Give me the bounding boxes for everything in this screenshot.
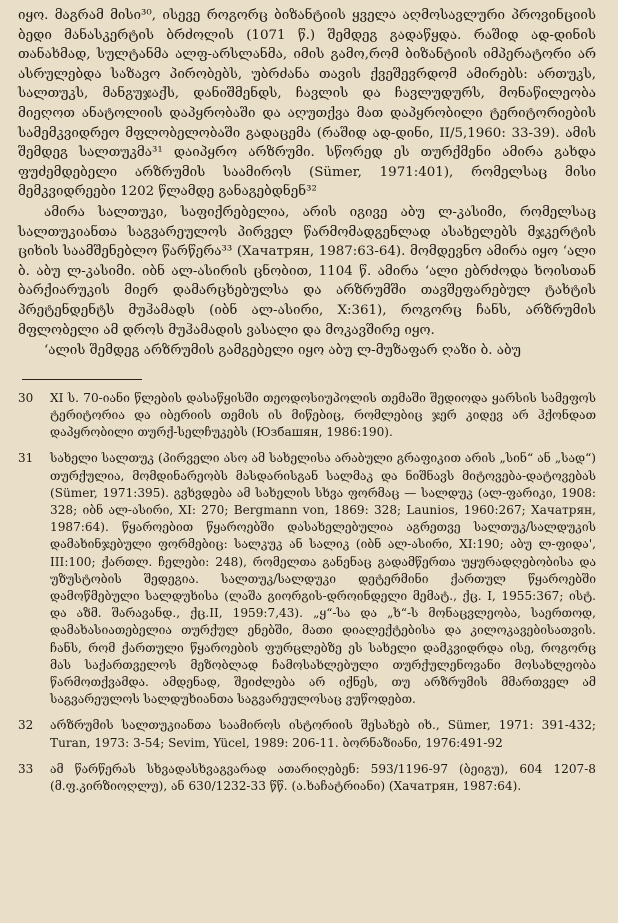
paragraph-3: ʻალის შემდეგ არზრუმის გამგებელი იყო აბუ ლ-მუზაფარ ღაზი ბ. აბუ bbox=[44, 343, 521, 359]
paragraph-1: იყო. მაგრამ მისი³⁰, ისევე როგორც ბიზანტიის ყველა აღმოსავლური პროვინციის ბედი მანასკერტის ბრძოლის (1071 წ.) შემდეგ გადაწყდა. რაშიდ ად-დინის თანახმად, სულტანმა ალფ-არსლანმა, იმის გამო,რომ ბიზანტიის იმპერატორი არ ასრულებდა საზავო პირობებს, უბრძანა თავის ქვეშევრდომ ამირებს: ართუკს, სალთუკს, მანგუჯაქს, დანიშმენდს, ჩავლის და ჩავლუდურს, მონაწილეობა მიეღოთ ანატოლიის დაპყრობაში და აღუთქვა მათ დაპყრობილი ტერიტორიების სამემკვიდრეო მფლობელობაში გადაცემა (რაშიდ ად-დინი, II/5,1960: 33-39). ამის შემდეგ სალთუკმა³¹ დაიპყრო არზრუმი. სწორედ ეს თურქმენი ამირა გახდა ფუძემდებელი არზრუმის საამიროს (Sümer, 1971:401), რომელსაც მისი მემკვიდრეები 1202 წლამდე განაგებდნენ³² bbox=[18, 8, 596, 200]
footnote-number: 30 bbox=[18, 390, 34, 405]
footnote-31 bbox=[18, 450, 596, 708]
footnote-number: 33 bbox=[18, 761, 34, 776]
footnote-text: XI ს. 70-იანი წლების დასაწყისში თეოდოსიუპოლის თემაში შედიოდა ყარსის სამეფოს ტერიტორია და იბერიის თემის ის მიწებიც, რომლებიც ჯერ კიდევ არ ჰქონდათ დაპყრობილი თურქ-სელჩუკებს (Юзбашян, 1986:190). bbox=[50, 390, 596, 440]
footnote-30 bbox=[18, 390, 596, 442]
footnote-divider bbox=[22, 379, 142, 380]
paragraph-2: ამირა სალთუკი, საფიქრებელია, არის იგივე აბუ ლ-კასიმი, რომელსაც სალთუკიანთა საგვარეულოს პირველ წარმომადგენლად ასახელებს მჯკერტის ციხის საამშენებლო წარწერა³³ (Хачатрян, 1987:63-64). მომდევნო ამირა იყო ʻალი ბ. აბუ ლ-კასიმი. იბნ ალ-ასირის ცნობით, 1104 წ. ამირა ʻალი ებრძოდა ხოისთან ბარქიარუკის მიერ დამარცხებულსა და არზრუმში თავშეფარებულ ტახტის პრეტენდენტს მუჰამადს (იბნ ალ-ასირი, X:361), როგორც ჩანს, არზრუმის მფლობელი ამ დროს მუჰამადის ვასალი და მოკავშირე იყო. bbox=[18, 204, 596, 338]
footnote-32 bbox=[18, 717, 596, 751]
footnote-number: 31 bbox=[18, 451, 34, 466]
footnotes bbox=[18, 390, 596, 795]
footnote-text: სახელი სალთუკ (პირველი ასო ამ სახელისა არაბული გრაფიკით არის „სინ“ ან „სად“) თურქულია, მომდინარეობს მასდარისგან სალმაკ და ნიშნავს მიტოვება-დატოვებას (Sümer, 1971:395). გვხვდება ამ სახელის სხვა ფორმაც — სალდუკ (ალ-ფარიკი, 1908: 328; იბნ ალ-ასირი, XI: 270; Bergmann von, 1869: 328; Launios, 1960:267; Хачатрян, 1987:64). წყაროებით წყაროებში დასახელებულია აგრეთვე სალთუკ/სალდუკის დამახინჯებული ფორმებიც: სალკუკ ან სალიკ (იბნ ალ-ასირი, XI:190; აბუ ლ-ფიდა', III:100; ქართლ. ჩელები: 248), რომელთა განენაც გადამწერთა უყურადღებობისა და უზუსტობის შედეგია. სალთუკ/სალდუკი დეტერმინი ქართულ წყაროებში დამოწმებული სალდუხისა (ლაშა გიორგის-დროინდელი მემატ., ქც. I, 1955:367; ისტ. და აზმ. შარავანდ., ქც.II, 1959:7,43). „ყ“-სა და „ხ“-ს მონაცვლეობა, საერთოდ, დამახასიათებელია თურქულ ენებში, მათი დიალექტებისა და კილოკავებისათვის. ჩანს, რომ ქართული წყაროების ფურცლებზე ეს სახელი დამკვიდრდა ისე, როგორც მას საქართველოს მეზობლად ჩამოსახლებული თურქულენოვანი მოსახლეობა წარმოთქვამდა. ამდენად, შეიძლება არ იქნეს, თუ არზრუმის მმართველ ამ საგვარეულოს სალდუხიანთა საგვარეულოსაც ვუწოდებთ. bbox=[50, 451, 596, 707]
footnote-33 bbox=[18, 761, 596, 795]
main-text bbox=[18, 6, 596, 361]
footnote-text: ამ წარწერას სხვადასხვაგვარად ათარიღებენ: 593/1196-97 (ბეიგუ), 604 1207-8 (მ.ფ.კირზიოღლუ), ან 630/1232-33 წწ. (ა.ხაჩატრიანი) (Хачатрян, 1987:64). bbox=[50, 761, 596, 793]
footnote-text: არზრუმის სალთუკიანთა საამიროს ისტორიის შესახებ იხ., Sümer, 1971: 391-432; Turan, 1973: 3-54; Sevim, Yücel, 1989: 206-11. ბორნაზიანი, 1976:491-92 bbox=[50, 718, 596, 750]
footnote-number: 32 bbox=[18, 718, 34, 733]
